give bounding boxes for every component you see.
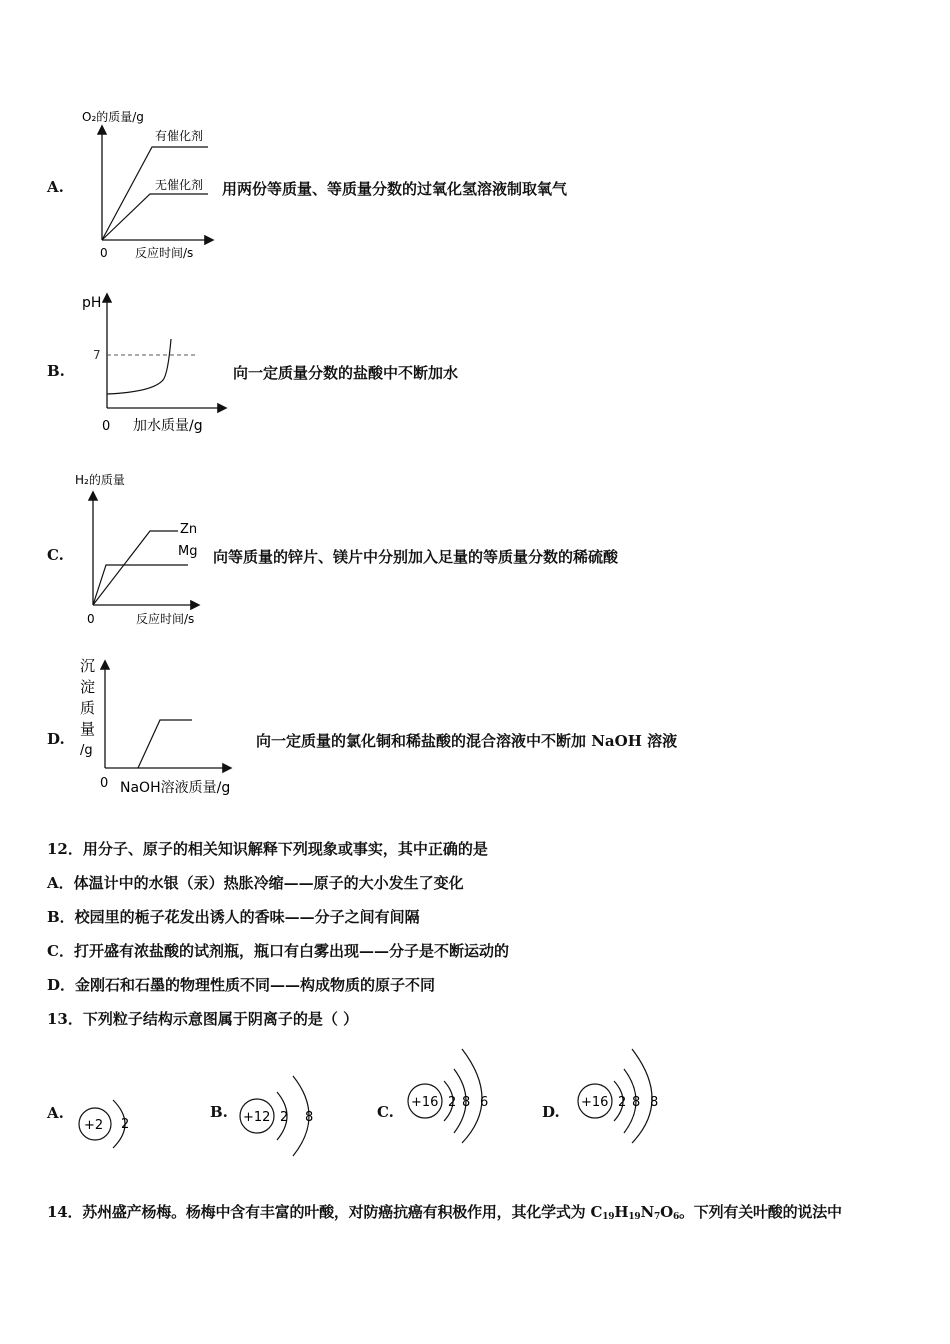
precipitate-curve [138, 720, 192, 768]
nucleus-charge: +16 [581, 1095, 609, 1110]
origin-label: 0 [100, 246, 108, 260]
atom-diagram-c [400, 1045, 505, 1145]
x-axis-label: NaOH溶液质量/g [120, 780, 231, 796]
formula-o-count: 6 [672, 1212, 679, 1222]
option-a-letter: A. [47, 178, 64, 196]
origin-label: 0 [100, 776, 109, 791]
zn-label: Zn [180, 522, 198, 537]
nucleus-charge: +12 [243, 1110, 271, 1125]
q13-stem: 13．下列粒子结构示意图属于阴离子的是（ ） [47, 1010, 359, 1028]
q14-stem-part2: 。下列有关叶酸的说法中 [679, 1203, 842, 1221]
q13-option-d-letter: D. [542, 1103, 560, 1121]
nucleus-charge: +16 [411, 1095, 439, 1110]
formula-n-count: 7 [654, 1212, 661, 1222]
option-d-description: 向一定质量的氯化铜和稀盐酸的混合溶液中不断加 NaOH 溶液 [256, 732, 678, 750]
formula-h-count: 19 [628, 1212, 641, 1222]
option-c-letter: C. [47, 546, 64, 564]
q12-stem: 12．用分子、原子的相关知识解释下列现象或事实，其中正确的是 [47, 840, 488, 858]
q12-option-d: D．金刚石和石墨的物理性质不同——构成物质的原子不同 [47, 976, 436, 994]
shell-1-electrons: 2 [448, 1095, 457, 1110]
shell-3-electrons: 8 [650, 1095, 659, 1110]
q13-option-c-letter: C. [377, 1103, 394, 1121]
q13-option-b-letter: B. [210, 1103, 228, 1121]
x-axis-label: 加水质量/g [133, 418, 203, 434]
nucleus-charge: +2 [84, 1118, 104, 1133]
option-a-description: 用两份等质量、等质量分数的过氧化氢溶液制取氧气 [222, 180, 568, 198]
curve1-label: 有催化剂 [155, 129, 204, 143]
q14-stem-part1: 14．苏州盛产杨梅。杨梅中含有丰富的叶酸，对防癌抗癌有积极作用，其化学式为 C [47, 1203, 603, 1221]
y-label-char-1: 沉 [80, 657, 96, 675]
formula-o: O [660, 1203, 673, 1221]
y-axis-label: pH [82, 295, 102, 311]
shell-2-electrons: 8 [632, 1095, 641, 1110]
y-label-unit: /g [80, 743, 93, 758]
q12-option-a: A．体温计中的水银（汞）热胀冷缩——原子的大小发生了变化 [47, 874, 464, 892]
origin-label: 0 [102, 419, 111, 434]
atom-diagram-a [75, 1090, 145, 1150]
curve-without-catalyst [102, 194, 208, 240]
option-d-letter: D. [47, 730, 65, 748]
graph-c [68, 465, 218, 630]
shell-2-electrons: 8 [462, 1095, 471, 1110]
mg-label: Mg [178, 544, 198, 559]
q14-stem [47, 1201, 842, 1222]
ph-curve [107, 339, 171, 394]
graph-d [70, 650, 255, 800]
formula-h: H [614, 1203, 629, 1221]
atom-diagram-d [570, 1045, 675, 1145]
q13-option-a-letter: A. [47, 1104, 64, 1122]
x-axis-label: 反应时间/s [135, 246, 194, 260]
y-axis-label: O₂的质量/g [82, 110, 144, 124]
option-c-description: 向等质量的锌片、镁片中分别加入足量的等质量分数的稀硫酸 [213, 548, 619, 566]
q12-option-b: B．校园里的栀子花发出诱人的香味——分子之间有间隔 [47, 908, 420, 926]
shell-1-electrons: 2 [280, 1110, 289, 1125]
option-b-description: 向一定质量分数的盐酸中不断加水 [233, 364, 459, 382]
atom-diagram-b [235, 1072, 325, 1160]
option-b-letter: B. [47, 362, 65, 380]
shell-3-electrons: 6 [480, 1095, 489, 1110]
y-label-char-4: 量 [80, 720, 96, 738]
formula-c-count: 19 [602, 1212, 615, 1222]
y-axis-label: H₂的质量 [75, 473, 125, 487]
origin-label: 0 [87, 612, 95, 626]
y-label-char-2: 淀 [80, 678, 96, 696]
y-label-char-3: 质 [80, 699, 96, 717]
zn-curve [93, 531, 178, 605]
shell-1-electrons: 2 [618, 1095, 627, 1110]
shell-2-electrons: 8 [305, 1110, 314, 1125]
mg-curve [93, 565, 188, 605]
tick-7-label: 7 [93, 348, 101, 362]
formula-n: N [640, 1203, 654, 1221]
graph-b [75, 285, 235, 440]
q12-option-c: C．打开盛有浓盐酸的试剂瓶，瓶口有白雾出现——分子是不断运动的 [47, 942, 509, 960]
graph-a [75, 100, 225, 265]
curve2-label: 无催化剂 [155, 178, 204, 192]
x-axis-label: 反应时间/s [136, 612, 195, 626]
shell-1-electrons: 2 [121, 1117, 130, 1132]
